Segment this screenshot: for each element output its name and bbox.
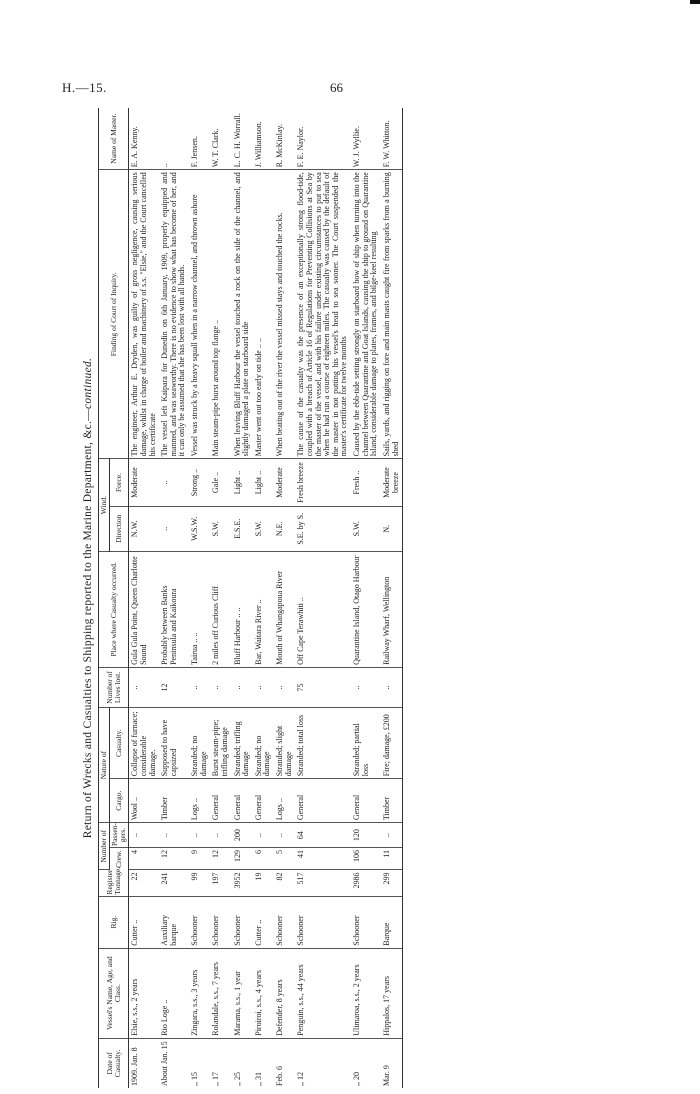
col-header-force: Force. xyxy=(110,459,129,506)
cell-finding: When beating out of the river the vessel missed stays and touched the rocks. xyxy=(274,170,295,459)
cell-date: ,, 25 xyxy=(232,1072,242,1086)
cell-place: Tairua .. .. xyxy=(189,551,210,667)
cell-date: ,, 15 xyxy=(190,1072,200,1086)
cell-tonnage: 22 xyxy=(129,870,159,896)
col-header-tonnage: Register Tonnage. xyxy=(99,870,129,896)
cell-crew: 12 xyxy=(210,848,231,871)
cell-passengers: .. xyxy=(210,823,231,848)
cell-finding: Vessel was struck by a heavy squall when in a narrow channel, and thrown ashore xyxy=(189,170,210,459)
cell-passengers: .. xyxy=(381,823,403,848)
cell-casualty: Stranded; slight damage xyxy=(274,708,295,779)
table-row xyxy=(232,108,253,1088)
cell-cargo: General xyxy=(253,779,274,823)
cell-master: F. W. Whitton. xyxy=(381,108,403,170)
cell-finding: Sails, yards, and rigging on fore and main masts caught fire from sparks from a burning shed xyxy=(381,170,403,459)
col-header-crew: Crew. xyxy=(110,848,129,871)
cell-place: Quarantine Island, Otago Harbour xyxy=(351,551,381,667)
cell-casualty: Burst steam-pipe; trifling damage xyxy=(210,708,231,779)
cell-date: ,, 20 xyxy=(352,1072,362,1086)
cell-force: Fresh breeze xyxy=(295,459,351,506)
cell-vessel: Elsie, s.s., 2 years xyxy=(129,948,159,1038)
col-header-master: Name of Master. xyxy=(99,108,129,170)
cell-vessel: Penguin, s.s., 44 years xyxy=(295,948,351,1038)
cell-lives: .. xyxy=(274,667,295,707)
cell-master: W. T. Clark. xyxy=(210,108,231,170)
table-row xyxy=(274,108,295,1088)
table-row xyxy=(189,108,210,1088)
cell-tonnage: 197 xyxy=(210,870,231,896)
cell-finding: The cause of the casualty was the presence of an exceptionally strong flood-tide, coupled with a breach of Article 16 of Regulations for Preventing Collisions at Sea by the master of the vessel, and with his failure under existing circumstances to put to sea when he had run a course of eighteen miles. The casualty was caused by the default of the master in not putting his vessel's head to sea sooner. The Court suspended the master's certificate for twelve months xyxy=(295,170,351,459)
cell-date: Mar. 9 xyxy=(381,1038,403,1088)
cell-finding: Master went out too early on tide .. .. xyxy=(253,170,274,459)
cell-force: Moderate breeze xyxy=(381,459,403,506)
col-header-nature-of: Nature of xyxy=(99,708,110,823)
cell-rig: Schooner xyxy=(189,896,210,948)
page-number: 66 xyxy=(330,80,343,95)
cell-place: Off Cape Terawhiti .. xyxy=(295,551,351,667)
cell-finding: The vessel left Kaipara for Dunedin on 6th January, 1909, properly equipped and manned, and was seaworthy. There is no evidence to show what has become of her, and it can only be assumed that she has been lost with all hands. xyxy=(159,170,189,459)
cell-tonnage: 241 xyxy=(159,870,189,896)
cell-date: ,, 17 xyxy=(211,1072,221,1086)
cell-vessel: Hippalos, 17 years xyxy=(381,948,403,1038)
page-corner-mark xyxy=(690,0,700,4)
cell-tonnage: 82 xyxy=(274,870,295,896)
cell-lives: .. xyxy=(381,667,403,707)
cell-vessel: Defender, 8 years xyxy=(274,948,295,1038)
cell-cargo: Timber xyxy=(159,779,189,823)
cell-finding: Caused by the ebb-tide setting strongly on starboard bow of ship when turning into the channel between Quarantine and Goat Islands, causing the ship to ground on Quarantine Island, considerable damage to plates, frames, and bilge-keel resulting xyxy=(351,170,381,459)
cell-casualty: Stranded; total loss xyxy=(295,708,351,779)
cell-crew: 5 xyxy=(274,848,295,871)
cell-rig: Schooner xyxy=(232,896,253,948)
col-header-cargo: Cargo. xyxy=(110,779,129,823)
cell-casualty: Stranded; trifling damage xyxy=(232,708,253,779)
cell-force: Light .. xyxy=(253,459,274,506)
cell-rig: Barque xyxy=(381,896,403,948)
wrecks-table xyxy=(98,108,403,1088)
document-reference: H.—15. xyxy=(62,80,107,95)
cell-master: R. McKinlay. xyxy=(274,108,295,170)
cell-force: Gale .. xyxy=(210,459,231,506)
cell-passengers: 120 xyxy=(351,823,381,848)
cell-passengers: .. xyxy=(189,823,210,848)
table-row xyxy=(129,108,159,1088)
cell-force: Moderate xyxy=(274,459,295,506)
cell-cargo: General xyxy=(232,779,253,823)
table-title: Return of Wrecks and Casualties to Shipping reported to the Marine Department, &c.—continued. xyxy=(82,357,94,839)
cell-passengers: .. xyxy=(129,823,159,848)
cell-crew: 6 xyxy=(253,848,274,871)
cell-casualty: Collapse of furnace; considerable damage. xyxy=(129,708,159,779)
cell-date: Feb. 6 xyxy=(275,1066,285,1086)
cell-place: Gula Gula Point, Queen Charlotte Sound xyxy=(129,551,159,667)
rotated-table-block xyxy=(80,108,655,1088)
cell-cargo: Logs .. xyxy=(189,779,210,823)
table-row xyxy=(295,108,351,1088)
cell-tonnage: 517 xyxy=(295,870,351,896)
cell-tonnage: 3952 xyxy=(232,870,253,896)
cell-passengers: 200 xyxy=(232,823,253,848)
cell-date: ,, 31 xyxy=(253,1072,263,1086)
cell-cargo: Wool .. xyxy=(129,779,159,823)
cell-vessel: Marama, s.s., 1 year xyxy=(232,948,253,1038)
table-row xyxy=(351,108,381,1088)
cell-finding: The engineer, Arthur E. Dryden, was guilty of gross negligence, causing serious damage, whilst in charge of boiler and machinery of s.s. "Elsie," and the Court cancelled his certificate xyxy=(129,170,159,459)
cell-date: About Jan. 15 xyxy=(160,1041,170,1086)
cell-lives: .. xyxy=(129,667,159,707)
col-header-number-of: Number of xyxy=(99,823,110,870)
cell-casualty: Stranded; partial loss xyxy=(351,708,381,779)
cell-cargo: Timber xyxy=(381,779,403,823)
cell-crew: 106 xyxy=(351,848,381,871)
cell-tonnage: 19 xyxy=(253,870,274,896)
cell-direction: N.W. xyxy=(129,506,159,551)
cell-crew: 129 xyxy=(232,848,253,871)
cell-place: Bluff Harbour .. .. xyxy=(232,551,253,667)
cell-date: 1909. Jan. 8 xyxy=(130,1047,140,1086)
cell-lives: .. xyxy=(189,667,210,707)
cell-force: Moderate xyxy=(129,459,159,506)
cell-force: Fresh .. xyxy=(351,459,381,506)
cell-casualty: Supposed to have capsized xyxy=(159,708,189,779)
cell-master: .. xyxy=(159,108,189,170)
cell-place: Probably between Banks Peninsula and Kaikoura xyxy=(159,551,189,667)
cell-place: Mouth of Whangapoua River xyxy=(274,551,295,667)
cell-master: L. C. H. Worrall. xyxy=(232,108,253,170)
cell-passengers: .. xyxy=(253,823,274,848)
cell-master: J. Williamson. xyxy=(253,108,274,170)
cell-lives: .. xyxy=(253,667,274,707)
cell-place: Bar, Waitara River .. xyxy=(253,551,274,667)
cell-direction: N.E. xyxy=(274,506,295,551)
cell-lives: .. xyxy=(210,667,231,707)
col-header-finding: Finding of Court of Inquiry. xyxy=(99,170,129,459)
cell-crew: 9 xyxy=(189,848,210,871)
cell-direction: S.W. xyxy=(351,506,381,551)
cell-force: .. xyxy=(159,459,189,506)
cell-direction: E.S.E. xyxy=(232,506,253,551)
cell-vessel: Ulimaroa, s.s., 2 years xyxy=(351,948,381,1038)
table-row xyxy=(253,108,274,1088)
cell-tonnage: 99 xyxy=(189,870,210,896)
cell-rig: Schooner xyxy=(295,896,351,948)
cell-place: 2 miles off Curious Cliff xyxy=(210,551,231,667)
table-row xyxy=(210,108,231,1088)
cell-lives: .. xyxy=(351,667,381,707)
cell-force: Strong .. xyxy=(189,459,210,506)
cell-lives: 75 xyxy=(295,667,351,707)
cell-rig: Schooner xyxy=(210,896,231,948)
cell-rig: Auxiliary barque xyxy=(159,896,189,948)
cell-cargo: General xyxy=(295,779,351,823)
cell-rig: Cutter .. xyxy=(129,896,159,948)
col-header-casualty: Casualty. xyxy=(110,708,129,779)
table-row xyxy=(159,108,189,1088)
table-row xyxy=(381,108,403,1088)
cell-direction: S.W. xyxy=(253,506,274,551)
cell-direction: W.S.W. xyxy=(189,506,210,551)
cell-date: ,, 12 xyxy=(296,1072,306,1086)
col-header-passengers: Passen- gers. xyxy=(110,823,128,846)
cell-vessel: Zingara, s.s., 3 years xyxy=(189,948,210,1038)
col-header-place: Place where Casualty occurred. xyxy=(99,551,129,667)
cell-direction: N. xyxy=(381,506,403,551)
cell-crew: 4 xyxy=(129,848,159,871)
col-header-date: Date of Casualty. xyxy=(99,1038,129,1088)
cell-direction: .. xyxy=(159,506,189,551)
cell-crew: 12 xyxy=(159,848,189,871)
cell-master: E. A. Kenny. xyxy=(129,108,159,170)
cell-lives: .. xyxy=(232,667,253,707)
cell-direction: S.W. xyxy=(210,506,231,551)
cell-passengers: .. xyxy=(274,823,295,848)
cell-rig: Schooner xyxy=(351,896,381,948)
cell-crew: 11 xyxy=(381,848,403,871)
col-header-wind: Wind. xyxy=(99,459,110,551)
cell-master: F. E. Naylor. xyxy=(295,108,351,170)
cell-place: Railway Wharf, Wellington xyxy=(381,551,403,667)
cell-passengers: .. xyxy=(159,823,189,848)
col-header-lives: Number of Lives lost. xyxy=(99,667,129,707)
cell-tonnage: 299 xyxy=(381,870,403,896)
cell-rig: Schooner xyxy=(274,896,295,948)
cell-casualty: Fire; damage, £200 xyxy=(381,708,403,779)
cell-casualty: Stranded; no damage xyxy=(253,708,274,779)
col-header-vessel: Vessel's Name, Age, and Class. xyxy=(99,948,129,1038)
cell-crew: 41 xyxy=(295,848,351,871)
cell-finding: When leaving Bluff Harbour the vessel touched a rock on the side of the channel, and slightly damaged a plate on starboard side xyxy=(232,170,253,459)
cell-finding: Main steam-pipe burst around top flange .. xyxy=(210,170,231,459)
cell-cargo: General xyxy=(351,779,381,823)
cell-vessel: Rolandale, s.s., 7 years xyxy=(210,948,231,1038)
cell-lives: 12 xyxy=(159,667,189,707)
cell-vessel: Rio Loge .. xyxy=(159,948,189,1038)
cell-direction: S.E. by S. xyxy=(295,506,351,551)
col-header-rig: Rig. xyxy=(99,896,129,948)
cell-cargo: General xyxy=(210,779,231,823)
cell-passengers: 64 xyxy=(295,823,351,848)
cell-casualty: Stranded; no damage xyxy=(189,708,210,779)
cell-cargo: Logs .. xyxy=(274,779,295,823)
cell-vessel: Piroiroi, s.s., 4 years xyxy=(253,948,274,1038)
cell-tonnage: 2986 xyxy=(351,870,381,896)
cell-force: Light .. xyxy=(232,459,253,506)
cell-master: F. Jensen. xyxy=(189,108,210,170)
cell-rig: Cutter .. xyxy=(253,896,274,948)
col-header-direction: Direction xyxy=(110,506,129,551)
cell-master: W. J. Wyllie. xyxy=(351,108,381,170)
